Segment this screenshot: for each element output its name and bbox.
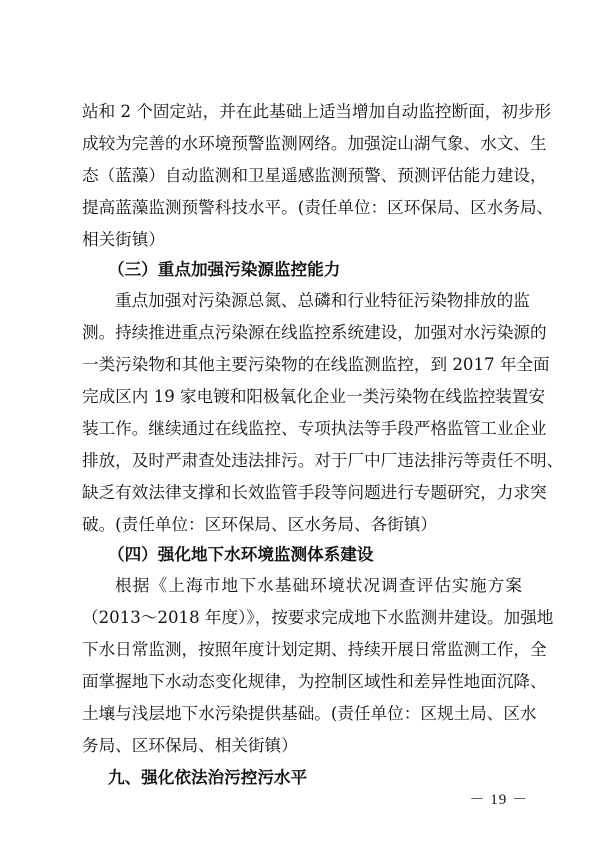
body-text-line: 成较为完善的水环境预警监测网络。加强淀山湖气象、水文、生 bbox=[82, 134, 547, 153]
body-text-line: 相关街镇） bbox=[82, 230, 165, 249]
body-text-line: 下水日常监测，按照年度计划定期、持续开展日常监测工作，全 bbox=[82, 640, 547, 659]
body-text-line: 完成区内 19 家电镀和阳极氧化企业一类污染物在线监控装置安 bbox=[82, 387, 546, 406]
page-number: － 19 － bbox=[469, 792, 528, 808]
body-text-line: 装工作。继续通过在线监控、专项执法等手段严格监管工业企业 bbox=[82, 419, 547, 438]
body-text-line: 站和 2 个固定站，并在此基础上适当增加自动监控断面，初步形 bbox=[82, 102, 552, 121]
chapter-heading-9: 九、强化依法治污控污水平 bbox=[108, 768, 308, 787]
body-text-line: 根据《上海市地下水基础环境状况调查评估实施方案 bbox=[115, 576, 522, 595]
body-text-line: 测。持续推进重点污染源在线监控系统建设，加强对水污染源的 bbox=[82, 323, 547, 342]
body-text-line: 土壤与浅层地下水污染提供基础。(责任单位：区规土局、区水 bbox=[82, 704, 537, 723]
body-text-line: 提高蓝藻监测预警科技水平。(责任单位：区环保局、区水务局、 bbox=[82, 198, 554, 217]
section-heading-3: （三）重点加强污染源监控能力 bbox=[108, 260, 341, 279]
body-text-line: 重点加强对污染源总氮、总磷和行业特征污染物排放的监 bbox=[115, 291, 530, 310]
body-text-line: （2013～2018 年度）》，按要求完成地下水监测井建设。加强地 bbox=[82, 608, 554, 627]
body-text-line: 务局、区环保局、相关街镇） bbox=[82, 736, 298, 755]
body-text-line: 一类污染物和其他主要污染物的在线监测监控，到 2017 年全面 bbox=[82, 355, 550, 374]
body-text-line: 面掌握地下水动态变化规律，为控制区域性和差异性地面沉降、 bbox=[82, 672, 547, 691]
body-text-line: 排放，及时严肃查处违法排污。对于厂中厂违法排污等责任不明、 bbox=[82, 451, 564, 470]
body-text-line: 破。(责任单位：区环保局、区水务局、各街镇） bbox=[82, 515, 437, 534]
body-text-line: 缺乏有效法律支撑和长效监管手段等问题进行专题研究，力求突 bbox=[82, 483, 547, 502]
section-heading-4: （四）强化地下水环境监测体系建设 bbox=[108, 545, 374, 564]
body-text-line: 态（蓝藻）自动监测和卫星遥感监测预警、预测评估能力建设， bbox=[82, 166, 547, 185]
